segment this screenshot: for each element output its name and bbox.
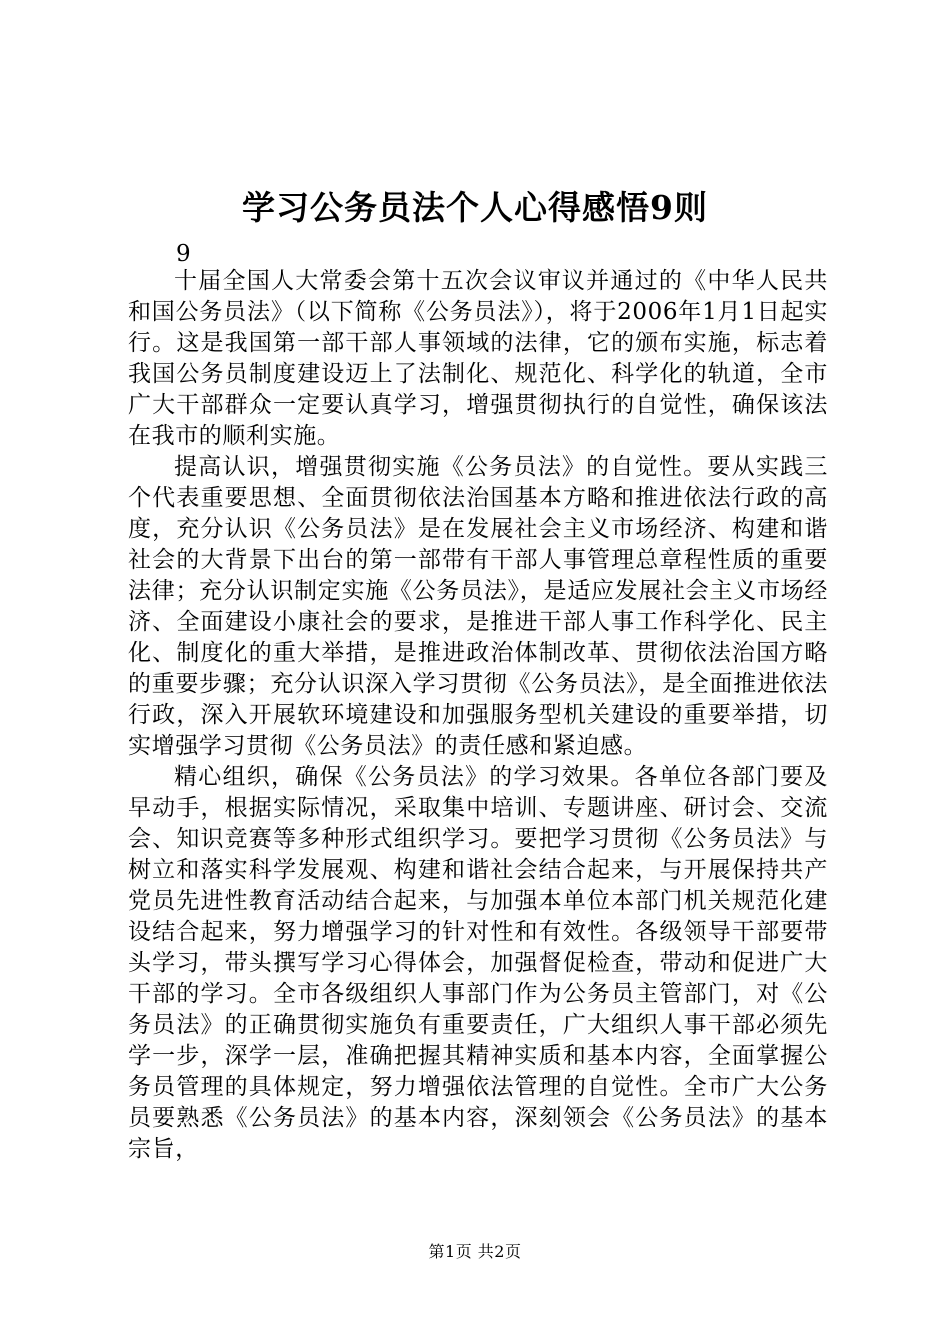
paragraph-3: 精心组织，确保《公务员法》的学习效果。各单位各部门要及早动手，根据实际情况，采取集中培训、专题讲座、研讨会、交流会、知识竞赛等多种形式组织学习。要把学习贯彻《公务员法》与树立和落实科学发展观、构建和谐社会结合起来，与开展保持共产党员先进性教育活动结合起来，与加强本单位本部门机关规范化建设结合起来，努力增强学习的针对性和有效性。各级领导干部要带头学习，带头撰写学习心得体会，加强督促检查，带动和促进广大干部的学习。全市各级组织人事部门作为公务员主管部门，对《公务员法》的正确贯彻实施负有重要责任，广大组织人事干部必须先学一步，深学一层，准确把握其精神实质和基本内容，全面掌握公务员管理的具体规定，努力增强依法管理的自觉性。全市广大公务员要熟悉《公务员法》的基本内容，深刻领会《公务员法》的基本宗旨， <box>128 764 828 1162</box>
paragraph-2: 提高认识，增强贯彻实施《公务员法》的自觉性。要从实践三个代表重要思想、全面贯彻依法治国基本方略和推进依法行政的高度，充分认识《公务员法》是在发展社会主义市场经济、构建和谐社会的大背景下出台的第一部带有干部人事管理总章程性质的重要法律；充分认识制定实施《公务员法》，是适应发展社会主义市场经济、全面建设小康社会的要求，是推进干部人事工作科学化、民主化、制度化的重大举措，是推进政治体制改革、贯彻依法治国方略的重要步骤；充分认识深入学习贯彻《公务员法》，是全面推进依法行政，深入开展软环境建设和加强服务型机关建设的重要举措，切实增强学习贯彻《公务员法》的责任感和紧迫感。 <box>128 454 828 759</box>
section-number: 9 <box>176 241 191 267</box>
page-title: 学习公务员法个人心得感悟9则 <box>242 188 708 227</box>
document-body <box>128 266 828 1165</box>
paragraph-1: 十届全国人大常委会第十五次会议审议并通过的《中华人民共和国公务员法》（以下简称《公务员法》），将于2006年1月1日起实行。这是我国第一部干部人事领域的法律，它的颁布实施，标志着我国公务员制度建设迈上了法制化、规范化、科学化的轨道，全市广大干部群众一定要认真学习，增强贯彻执行的自觉性，确保该法在我市的顺利实施。 <box>128 268 828 449</box>
page-footer: 第1页 共2页 <box>428 1242 522 1261</box>
